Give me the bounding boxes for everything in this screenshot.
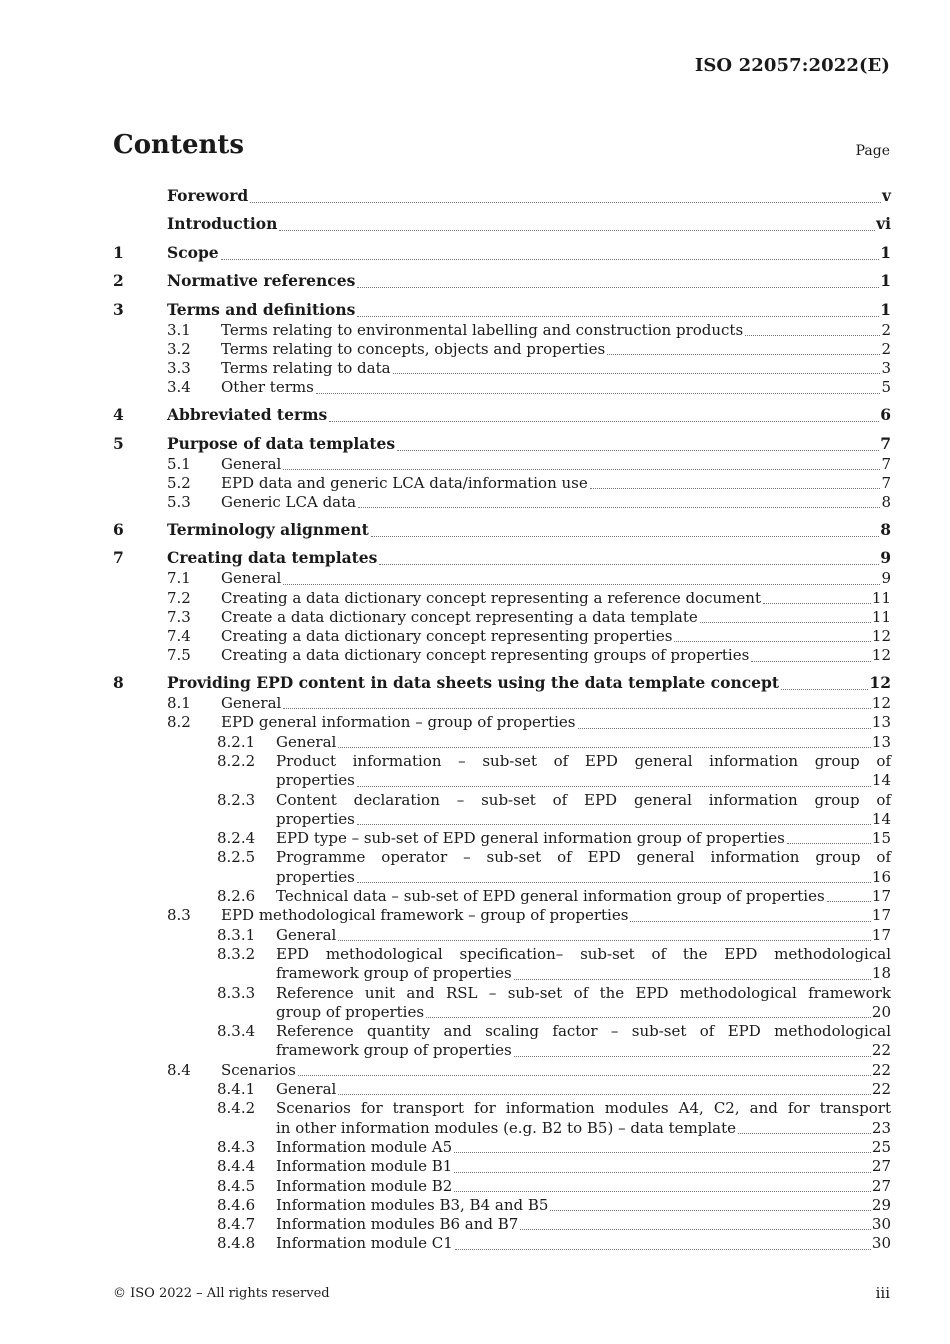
dot-leader [514,1055,871,1057]
dot-leader [520,1228,871,1230]
toc-entry-page: 9 [880,548,891,568]
toc-entry-page: 12 [871,627,891,646]
toc-entry[interactable] [113,1177,891,1196]
toc-entry-title: Generic LCA data [221,493,357,512]
toc-entry-number: 8.2.6 [217,887,256,906]
toc-entry-number: 2 [113,271,124,291]
toc-entry-page: 12 [871,646,891,665]
toc-entry-title: Scope [167,242,219,262]
toc-entry-title: Creating a data dictionary concept representing properties [221,627,673,646]
dot-leader [827,900,871,902]
toc-entry-number: 5.2 [167,473,191,492]
toc-entry-title: in other information modules (e.g. B2 to B5) – data template [276,1118,736,1137]
dot-leader [514,978,871,980]
toc-entry-page: 7 [880,433,891,453]
toc-entry[interactable] [113,1196,891,1215]
dot-leader [455,1248,871,1250]
toc-entry-page: 22 [871,1080,891,1099]
dot-leader [700,621,871,623]
toc-entry[interactable] [113,1215,891,1234]
dot-leader [745,334,880,336]
toc-entry-title: Providing EPD content in data sheets using the data template concept [167,673,780,693]
toc-entry-page: 27 [871,1157,891,1176]
toc-entry-page: 17 [871,906,891,925]
dot-leader [371,535,879,537]
toc-entry-number: 3.4 [167,378,191,397]
toc-entry-page: 1 [880,271,891,291]
dot-leader [397,449,879,451]
toc-entry-number: 4 [113,405,124,425]
dot-leader [357,286,879,288]
toc-entry-page: 30 [871,1215,891,1234]
toc-entry-title: Information modules B6 and B7 [276,1215,519,1234]
dot-leader [379,563,879,565]
toc-entry-title: Terms relating to data [221,359,391,378]
toc-entry-title: EPD methodological framework – group of properties [221,906,629,925]
toc-entry-title: Terms relating to environmental labelling and construction products [221,320,744,339]
toc-entry-number: 7.2 [167,588,191,607]
dot-leader [357,881,871,883]
toc-entry-number: 8.2 [167,713,191,732]
toc-entry-number: 7.4 [167,627,191,646]
toc-entry[interactable] [113,608,891,627]
toc-entry-page: 30 [871,1234,891,1253]
toc-entry[interactable] [113,589,891,608]
toc-entry-title: General [221,694,282,713]
toc-entry-number: 8.2.3 [217,790,256,809]
toc-entry-title: Normative references [167,271,356,291]
toc-entry-page: 13 [871,732,891,751]
toc-entry-title-line1: EPD methodological specification– sub-set of the EPD methodological [276,944,891,963]
toc-entry[interactable] [113,185,891,207]
toc-entry[interactable] [113,672,891,694]
dot-leader [221,258,880,260]
toc-entry-number: 8.1 [167,694,191,713]
toc-entry-page: 8 [881,493,891,512]
toc-entry-number: 3.2 [167,339,191,358]
dot-leader [279,229,875,231]
toc-entry[interactable] [113,1234,891,1253]
toc-entry-number: 8.4.1 [217,1080,256,1099]
toc-entry[interactable] [113,213,891,235]
toc-entry[interactable] [113,321,891,340]
dot-leader [338,939,871,941]
toc-entry-page: 29 [871,1195,891,1214]
toc-entry-number: 5.3 [167,493,191,512]
toc-entry-page: 23 [871,1118,891,1137]
toc-entry-title: Scenarios [221,1060,296,1079]
dot-leader [426,1016,871,1018]
toc-entry-page: 13 [871,713,891,732]
toc-entry[interactable] [113,519,891,541]
toc-entry[interactable] [113,906,891,925]
toc-entry[interactable] [113,829,891,848]
toc-entry-title: Introduction [167,214,278,234]
dot-leader [607,353,880,355]
toc-entry-page: v [881,186,891,205]
toc-entry-title: properties [276,771,355,790]
toc-entry-number: 3.3 [167,359,191,378]
toc-entry[interactable] [113,547,891,569]
toc-entry-title: Information module A5 [276,1137,453,1156]
dot-leader [787,842,871,844]
toc-entry-title: EPD data and generic LCA data/information use [221,473,588,492]
dot-leader [283,707,871,709]
toc-entry-title: General [221,454,282,473]
toc-entry-number: 7.1 [167,569,191,588]
toc-entry-number: 7.3 [167,607,191,626]
toc-entry[interactable] [113,1022,891,1061]
toc-entry-number: 8.2.5 [217,848,256,867]
toc-entry[interactable] [113,791,891,830]
toc-entry-number: 8.3.4 [217,1022,256,1041]
dot-leader [550,1209,870,1211]
dot-leader [454,1190,871,1192]
document-id: ISO 22057:2022(E) [694,55,890,76]
toc-entry[interactable] [113,1138,891,1157]
contents-heading: Contents [113,130,245,160]
toc-entry-page: 7 [881,454,891,473]
toc-entry[interactable] [113,493,891,512]
toc-entry[interactable] [113,404,891,426]
toc-entry-page: 8 [880,519,891,539]
toc-entry-title: Technical data – sub-set of EPD general information group of properties [276,887,825,906]
toc-entry-number: 5 [113,433,124,453]
dot-leader [454,1151,871,1153]
toc-entry-title: General [276,925,337,944]
toc-entry-number: 1 [113,242,124,262]
dot-leader [358,506,880,508]
toc-entry-number: 7.5 [167,646,191,665]
toc-entry-title-line1: Reference unit and RSL – sub-set of the EPD methodological framework [276,983,891,1002]
toc-entry-title: Creating a data dictionary concept representing groups of properties [221,646,750,665]
toc-entry[interactable] [113,1099,891,1138]
toc-entry-title: Creating a data dictionary concept representing a reference document [221,588,761,607]
toc-entry-page: 2 [881,339,891,358]
dot-leader [329,420,879,422]
toc-entry[interactable] [113,694,891,713]
toc-entry-page: 20 [871,1002,891,1021]
dot-leader [393,372,881,374]
dot-leader [283,583,880,585]
toc-entry-title: Information module B2 [276,1176,453,1195]
toc-entry-page: 16 [871,867,891,886]
dot-leader [338,1093,871,1095]
toc-entry-number: 6 [113,519,124,539]
toc-entry-page: 12 [869,673,891,693]
dot-leader [578,727,871,729]
toc-entry-page: 7 [881,473,891,492]
toc-entry-number: 8.2.2 [217,751,256,770]
toc-entry-page: 25 [871,1137,891,1156]
table-of-contents [113,185,891,1254]
dot-leader [316,392,881,394]
toc-entry[interactable] [113,1080,891,1099]
dot-leader [674,640,871,642]
toc-entry-title-line1: Programme operator – sub-set of EPD general information group of [276,848,891,867]
toc-entry-page: 15 [871,829,891,848]
toc-entry[interactable] [113,359,891,378]
copyright-notice: © ISO 2022 – All rights reserved [113,1286,330,1301]
toc-entry-title: General [221,569,282,588]
toc-entry-title: Purpose of data templates [167,433,396,453]
toc-entry-title-line1: Content declaration – sub-set of EPD general information group of [276,790,891,809]
toc-entry-number: 8.4.7 [217,1215,256,1234]
toc-entry-page: 9 [881,569,891,588]
dot-leader [781,688,868,690]
toc-entry[interactable] [113,887,891,906]
dot-leader [357,823,871,825]
dot-leader [357,785,871,787]
toc-entry[interactable] [113,1061,891,1080]
toc-entry-title: framework group of properties [276,964,512,983]
toc-entry-page: 17 [871,925,891,944]
toc-entry-page: 22 [871,1060,891,1079]
toc-entry-number: 8.4.4 [217,1157,256,1176]
dot-leader [250,201,881,203]
dot-leader [283,468,880,470]
toc-entry-number: 8.3 [167,906,191,925]
toc-entry-page: 5 [881,378,891,397]
toc-entry-title: Create a data dictionary concept representing a data template [221,607,698,626]
dot-leader [454,1171,871,1173]
toc-entry[interactable] [113,627,891,646]
toc-entry-page: 11 [871,588,891,607]
toc-entry-number: 8.2.4 [217,829,256,848]
toc-entry-number: 8.2.1 [217,732,256,751]
toc-entry[interactable] [113,474,891,493]
toc-entry[interactable] [113,945,891,984]
toc-entry-title-line1: Reference quantity and scaling factor – sub-set of EPD methodological [276,1022,891,1041]
toc-entry-page: 22 [871,1041,891,1060]
dot-leader [751,660,871,662]
toc-entry-title: Information modules B3, B4 and B5 [276,1195,549,1214]
toc-entry-number: 8.4.8 [217,1234,256,1253]
toc-entry-title: Other terms [221,378,314,397]
toc-entry-title-line1: Scenarios for transport for information modules A4, C2, and for transport [276,1099,891,1118]
toc-entry-number: 8.3.1 [217,925,256,944]
toc-entry-title: group of properties [276,1002,425,1021]
page-number: iii [875,1284,890,1302]
toc-entry-title: Information module B1 [276,1157,453,1176]
dot-leader [357,315,879,317]
toc-entry[interactable] [113,455,891,474]
toc-entry-page: 14 [871,809,891,828]
dot-leader [298,1074,871,1076]
toc-entry-title: General [276,732,337,751]
toc-entry[interactable] [113,299,891,321]
toc-entry-title: framework group of properties [276,1041,512,1060]
toc-entry-page: 1 [880,299,891,319]
toc-entry[interactable] [113,242,891,264]
toc-entry[interactable] [113,569,891,588]
toc-entry-page: vi [876,214,891,234]
toc-entry[interactable] [113,752,891,791]
dot-leader [590,487,881,489]
toc-entry-title: Terminology alignment [167,519,369,539]
toc-entry-title: Terms and definitions [167,299,356,319]
toc-entry-page: 11 [871,607,891,626]
toc-entry-title: Terms relating to concepts, objects and properties [221,339,606,358]
toc-entry-number: 8.3.3 [217,983,256,1002]
toc-entry-title: EPD type – sub-set of EPD general information group of properties [276,829,785,848]
dot-leader [738,1132,871,1134]
toc-entry-page: 6 [880,405,891,425]
toc-entry-page: 2 [881,320,891,339]
toc-entry-title: Information module C1 [276,1234,453,1253]
page-column-label: Page [855,143,890,159]
toc-entry-title: Foreword [167,186,249,205]
toc-entry[interactable] [113,1157,891,1176]
toc-entry-page: 18 [871,964,891,983]
toc-entry-number: 8.4.2 [217,1099,256,1118]
toc-entry-number: 8.4 [167,1060,191,1079]
toc-entry-title: Creating data templates [167,548,378,568]
toc-entry-number: 8.4.6 [217,1195,256,1214]
toc-entry-title: General [276,1080,337,1099]
dot-leader [630,920,871,922]
toc-entry[interactable] [113,646,891,665]
toc-entry-page: 27 [871,1176,891,1195]
toc-entry[interactable] [113,270,891,292]
toc-entry-title-line1: Product information – sub-set of EPD general information group of [276,751,891,770]
toc-entry-number: 5.1 [167,454,191,473]
dot-leader [338,746,871,748]
toc-entry-page: 12 [871,694,891,713]
toc-entry[interactable] [113,848,891,887]
toc-entry-number: 8.4.5 [217,1176,256,1195]
toc-entry-title: properties [276,809,355,828]
toc-entry-page: 3 [881,359,891,378]
toc-entry-number: 8.4.3 [217,1137,256,1156]
toc-entry-title: EPD general information – group of properties [221,713,576,732]
toc-entry-title: properties [276,867,355,886]
toc-entry[interactable] [113,984,891,1023]
toc-entry-title: Abbreviated terms [167,405,328,425]
toc-entry-number: 8.3.2 [217,944,256,963]
dot-leader [763,602,871,604]
toc-entry[interactable] [113,433,891,455]
toc-entry[interactable] [113,713,891,732]
toc-entry[interactable] [113,378,891,397]
toc-entry-number: 8 [113,673,124,693]
toc-entry[interactable] [113,340,891,359]
toc-entry-page: 14 [871,771,891,790]
toc-entry-number: 3.1 [167,320,191,339]
toc-entry[interactable] [113,733,891,752]
toc-entry-number: 3 [113,299,124,319]
toc-entry[interactable] [113,926,891,945]
toc-entry-page: 17 [871,887,891,906]
toc-entry-number: 7 [113,548,124,568]
toc-entry-page: 1 [880,242,891,262]
